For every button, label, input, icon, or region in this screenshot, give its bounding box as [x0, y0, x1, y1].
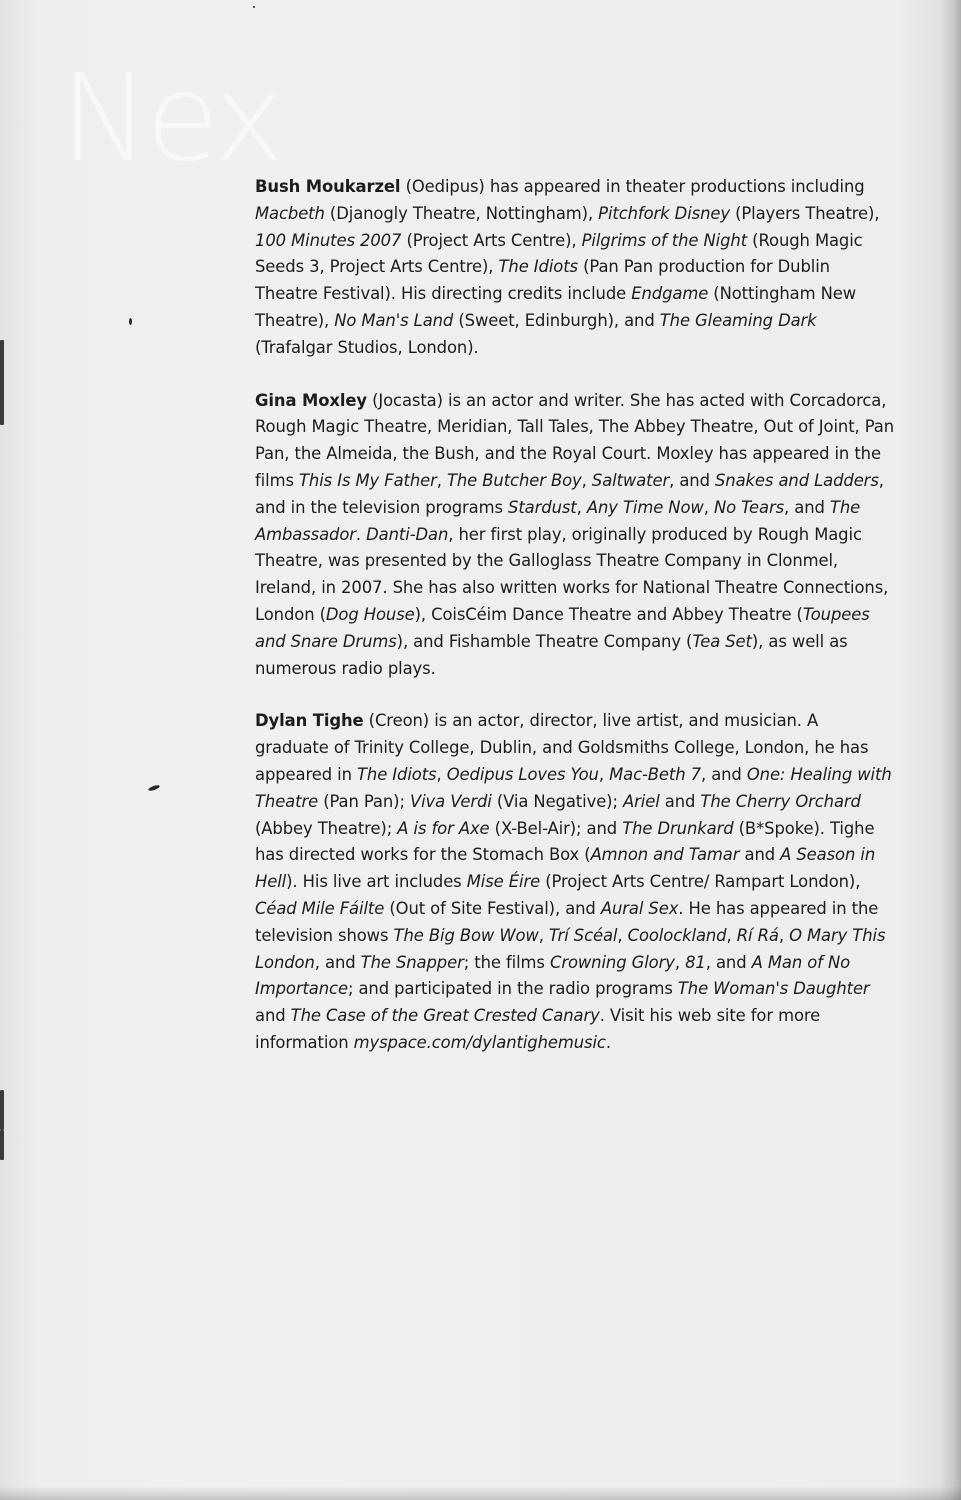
work-title: One: Healing with Theatre — [255, 764, 892, 811]
bio-text: , and — [700, 764, 747, 784]
work-title: Tea Set — [692, 631, 752, 651]
bio-text: . — [355, 524, 367, 544]
bio-text: (Via Negative); — [491, 791, 623, 811]
work-title: Any Time Now — [586, 497, 704, 517]
bio-name: Bush Moukarzel — [255, 177, 401, 196]
work-title: Dog House — [325, 604, 415, 624]
work-title: Crowning Glory — [549, 952, 675, 972]
bio-text: (Nottingham New Theatre), — [255, 284, 857, 330]
work-title: myspace.com/dylantighemusic — [353, 1032, 606, 1052]
bios-column — [255, 174, 895, 1083]
page-edge-shadow — [939, 0, 961, 1500]
bio-text: , and — [705, 952, 752, 972]
staple-mark — [0, 385, 4, 425]
ink-speck — [148, 784, 161, 792]
work-title: Trí Scéal — [548, 925, 618, 945]
bio-text: , — [576, 497, 587, 517]
bio-text: (Out of Site Festival), and — [384, 898, 601, 918]
work-title: Mac-Beth 7 — [609, 764, 701, 784]
bio-text: , — [617, 925, 628, 945]
work-title: The Butcher Boy — [446, 470, 582, 490]
bio-text: . — [605, 1032, 611, 1052]
work-title: No Man's Land — [334, 310, 454, 330]
work-title: Oedipus Loves You — [446, 764, 599, 784]
bio-text: ), as well as numerous radio plays. — [255, 631, 848, 678]
bio-text: (Project Arts Centre), — [401, 230, 582, 250]
bio-text: (X-Bel-Air); and — [489, 818, 623, 838]
bio-text: (Creon) is an actor, director, live artist, and musician. A graduate of Trinity College, Dublin, and Goldsmiths College, London, he has appeared in — [255, 711, 869, 784]
ink-speck — [129, 318, 132, 325]
bio-text: (Abbey Theatre); — [255, 818, 398, 838]
work-title: Saltwater — [591, 470, 670, 490]
work-title: The Cherry Orchard — [700, 791, 861, 811]
staple-mark — [0, 1090, 4, 1130]
bio-text: (Pan Pan); — [318, 791, 410, 811]
work-title: Coolockland — [627, 925, 727, 945]
work-title: This Is My Father — [299, 470, 437, 490]
work-title: Amnon and Tamar — [590, 845, 740, 865]
page-edge-shadow — [0, 1486, 961, 1500]
work-title: 81 — [685, 952, 706, 972]
work-title: Macbeth — [255, 203, 325, 223]
staple-mark — [0, 1130, 4, 1160]
work-title: The Drunkard — [622, 818, 734, 838]
work-title: The Snapper — [360, 952, 464, 972]
bio-paragraph — [255, 388, 895, 683]
bio-paragraph — [255, 708, 895, 1056]
bio-text: ), and Fishamble Theatre Company ( — [396, 631, 693, 651]
work-title: The Gleaming Dark — [659, 310, 817, 330]
bio-paragraph — [255, 174, 895, 362]
bio-text: (Sweet, Edinburgh), and — [453, 310, 660, 330]
bio-text: (Oedipus) has appeared in theater productions including — [400, 177, 865, 196]
work-title: Toupees and Snare Drums — [255, 604, 870, 651]
bio-text: ; and participated in the radio programs — [347, 979, 678, 999]
work-title: Viva Verdi — [409, 791, 492, 811]
bio-text: and — [659, 791, 701, 811]
work-title: The Case of the Great Crested Canary — [290, 1006, 600, 1026]
work-title: Snakes and Ladders — [715, 470, 879, 490]
bio-name: Gina Moxley — [255, 390, 367, 410]
work-title: A is for Axe — [397, 818, 490, 838]
bio-text: (Project Arts Centre/ Rampart London), — [540, 872, 861, 892]
work-title: Pilgrims of the Night — [581, 230, 748, 250]
bio-text: , and — [669, 470, 715, 490]
bio-text: . He has appeared in the television shows — [255, 898, 879, 945]
staple-mark — [0, 340, 4, 386]
bio-text: , — [703, 497, 714, 517]
bio-text: , — [436, 764, 447, 784]
bio-text: (Jocasta) is an actor and writer. She has acted with Corcadorca, Rough Magic Theatre, Meridian, Tall Tales, The Abbey Theatre, Out of Joint, Pan Pan, the Almeida, the Bush, and the Royal Court. Moxley has appeared in the films — [255, 390, 895, 490]
bio-text: , and — [784, 497, 830, 517]
work-title: O Mary This London — [255, 925, 886, 972]
bio-name: Dylan Tighe — [255, 711, 364, 731]
bio-text: ). His live art includes — [286, 872, 467, 892]
bio-text: (Rough Magic Seeds 3, Project Arts Centre), — [255, 230, 863, 277]
work-title: A Man of No Importance — [255, 952, 851, 999]
bio-text: , — [581, 470, 592, 490]
work-title: Aural Sex — [600, 898, 679, 918]
bio-text: ; the films — [463, 952, 550, 972]
work-title: Céad Mile Fáilte — [255, 898, 385, 918]
work-title: 100 Minutes 2007 — [255, 230, 402, 250]
work-title: No Tears — [713, 497, 785, 517]
bio-text: , — [726, 925, 737, 945]
work-title: Ariel — [623, 791, 660, 811]
work-title: A Season in Hell — [255, 845, 876, 892]
bio-text: (B*Spoke). Tighe has directed works for the Stomach Box ( — [255, 818, 875, 865]
bio-text: , — [778, 925, 790, 945]
bio-text: ), CoisCéim Dance Theatre and Abbey Theatre ( — [414, 604, 803, 624]
bio-text: (Players Theatre), — [729, 203, 880, 223]
ink-speck — [253, 6, 255, 8]
work-title: The Ambassador — [255, 497, 861, 544]
work-title: The Woman's Daughter — [677, 979, 870, 999]
work-title: Mise Éire — [466, 872, 541, 892]
work-title: Endgame — [631, 284, 709, 304]
bio-text: , her first play, originally produced by Rough Magic Theatre, was presented by the Galloglass Theatre Company in Clonmel, Ireland, in 2007. She has also written works for National Theatre Connections, London ( — [255, 524, 889, 624]
work-title: The Idiots — [498, 257, 578, 277]
work-title: Pitchfork Disney — [598, 203, 730, 223]
work-title: Rí Rá — [736, 925, 779, 945]
work-title: Stardust — [508, 497, 577, 517]
bio-text: , — [598, 764, 610, 784]
work-title: The Big Bow Wow — [393, 925, 539, 945]
bio-text: and — [255, 1006, 291, 1026]
work-title: The Idiots — [357, 764, 437, 784]
bio-text: , — [436, 470, 447, 490]
bio-text: , — [538, 925, 549, 945]
bio-text: , and in the television programs — [255, 470, 884, 517]
faint-background-watermark: Nex — [60, 50, 281, 189]
bio-text: (Djanogly Theatre, Nottingham), — [324, 203, 599, 223]
work-title: Danti-Dan — [366, 524, 449, 544]
bio-text: and — [739, 845, 781, 865]
bio-text: , and — [314, 952, 361, 972]
bio-text: (Trafalgar Studios, London). — [255, 337, 479, 357]
bio-text: (Pan Pan production for Dublin Theatre Festival). His directing credits include — [255, 257, 830, 304]
bio-text: , — [674, 952, 686, 972]
bio-text: . Visit his web site for more information — [255, 1006, 821, 1052]
